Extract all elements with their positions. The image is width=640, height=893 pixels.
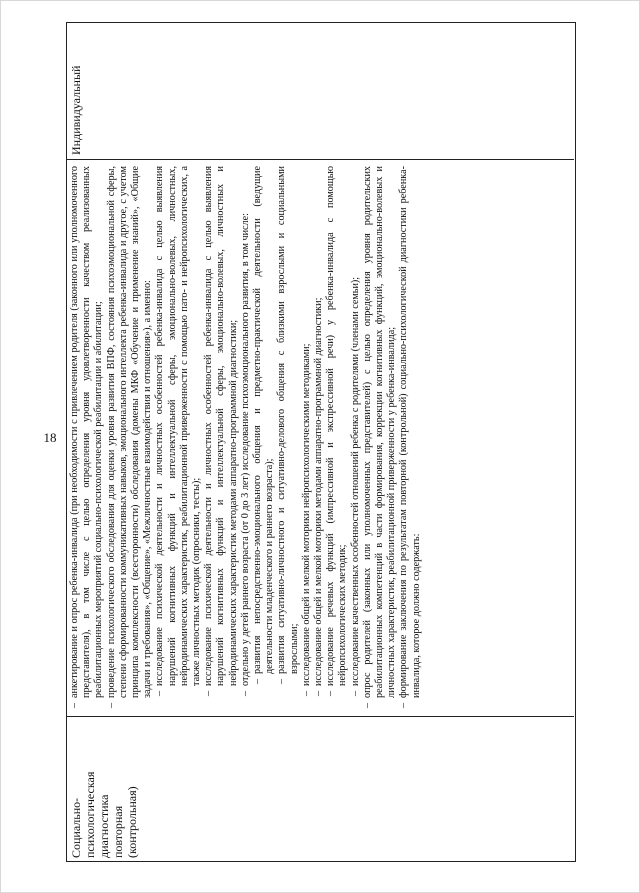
list-item: – развития ситуативно-личностного и ситуативно-делового общения с близкими взрослыми и социальными взрослыми; [276, 166, 300, 684]
list-item: – исследование общей и мелкой моторики нейропсихологическими методиками; [301, 166, 313, 696]
service-content-cell [66, 159, 574, 716]
list-item: – развития непосредственно-эмоционального общения и предметно-практической деятельности (ведущие деятельности младенческого и раннего возраста); [252, 166, 276, 684]
list-item: – исследование общей и мелкой моторики методами аппаратно-программной диагностики; [313, 166, 325, 696]
list-item: – опрос родителей (законных или уполномоченных представителей) с целью определения уровня родительских реабилитационных компетенций в части формирования, коррекции когнитивных функций, эмоционально-волевых и личностных характеристик, реабилитационной приверженности у ребенка-инвалида; [362, 166, 399, 708]
service-name-line: повторная [111, 805, 125, 858]
service-name-cell [66, 716, 574, 862]
format-cell [66, 24, 574, 159]
service-name-line: Социально- [69, 797, 83, 858]
list-item: – исследование психической деятельности и личностных особенностей ребенка-инвалида с целью выявления нарушений когнитивных функций и интеллектуальной сферы, эмоционально-волевых, личностных, нейродинамических характеристик, реабилитационной приверженности с помощью пато- и нейропсихологических, а также личностных методик (опросники, тесты); [154, 166, 203, 696]
list-item: – формирование заключения по результатам повторной (контрольной) социально-психологической диагностики ребенка-инвалида, которое должно содержать: [398, 166, 422, 708]
list-item: – исследование качественных особенностей отношений ребенка с родителями (членами семьи); [350, 166, 362, 696]
list-item: – исследование речевых функций (импрессивной и экспрессивной речи) у ребенка-инвалида с помощью нейропсихологических методик; [325, 166, 349, 696]
list-item: – проведение психологического обследования для оценки уровня развития ВПФ, состояния психоэмоциональной сферы, степени сформированности коммуникативных навыков, эмоционального интеллекта ребенка-инвалида и другое, с учетом принципа комплексности (всесторонности) обследования (домены МКФ «Обучение и применение знаний», «Общие задачи и требования», «Общение», «Межличностные взаимодействия и отношения»), а именно: [106, 166, 155, 708]
service-name-line: психологическая [83, 771, 97, 858]
service-name-line: диагностика [97, 794, 111, 858]
rotated-table-page [66, 22, 576, 862]
service-name-line: (контрольная) [125, 786, 139, 858]
list-item: – исследование психической деятельности и личностных особенностей ребенка-инвалида с целью выявления нарушений когнитивных функций и интеллектуальной сферы, эмоционально-волевых, личностных и нейродинамических характеристик методами аппаратно-программной диагностики; [203, 166, 240, 696]
page-number: 18 [43, 430, 57, 445]
list-item: – анкетирование и опрос ребенка-инвалида (при необходимости с привлечением родителя (законного или уполномоченного представителя), в том числе с целью определения уровня удовлетворенности качеством реализованных реабилитационных мероприятий социально-психологической реабилитации и абилитации; [69, 166, 106, 708]
format-value: Индивидуальный [69, 65, 83, 155]
list-item: – отдельно у детей раннего возраста (от 0 до 3 лет) исследование психоэмоционального развития, в том числе: [240, 166, 252, 696]
